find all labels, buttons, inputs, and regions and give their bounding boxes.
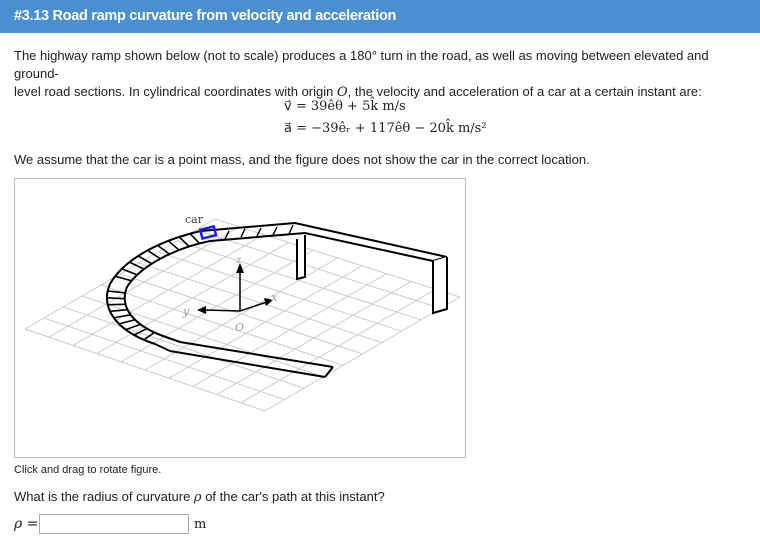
question-before: What is the radius of curvature bbox=[14, 489, 194, 504]
ramp-figure-canvas[interactable] bbox=[15, 179, 465, 457]
answer-label: ρ = bbox=[14, 516, 39, 532]
intro-line-2-before: level road sections. In cylindrical coordinates with origin bbox=[14, 84, 337, 99]
ground-grid bbox=[25, 219, 460, 411]
acceleration-equation: a⃗ = −39êᵣ + 117êθ − 20k̂ m/s² bbox=[284, 121, 487, 136]
intro-line-1: The highway ramp shown below (not to scale) produces a 180° turn in the road, as well as moving between elevated and ground- bbox=[14, 48, 709, 81]
question-after: of the car's path at this instant? bbox=[201, 489, 385, 504]
car-label: car bbox=[185, 213, 203, 226]
axis-x-label: x bbox=[271, 291, 278, 304]
question-text bbox=[14, 489, 385, 505]
axis-y-label: y bbox=[183, 305, 190, 318]
rho-symbol: ρ bbox=[193, 490, 202, 505]
axis-z-label: z bbox=[236, 255, 242, 266]
intro-line-2-after: , the velocity and acceleration of a car at a certain instant are: bbox=[347, 84, 702, 99]
problem-header bbox=[0, 0, 760, 33]
ramp-figure[interactable] bbox=[14, 178, 466, 458]
answer-row bbox=[14, 514, 314, 536]
origin-symbol: O bbox=[337, 85, 348, 100]
problem-title: #3.13 Road ramp curvature from velocity and acceleration bbox=[14, 8, 397, 24]
answer-unit: m bbox=[194, 517, 207, 532]
rotate-hint: Click and drag to rotate figure. bbox=[14, 464, 162, 476]
assumption-text: We assume that the car is a point mass, and the figure does not show the car in the correct location. bbox=[14, 152, 590, 167]
origin-label: O bbox=[235, 321, 245, 334]
problem-intro bbox=[14, 47, 744, 102]
radius-answer-input[interactable] bbox=[39, 514, 189, 534]
equation-block bbox=[284, 96, 487, 140]
velocity-equation: v⃗ = 39êθ + 5k̂ m/s bbox=[284, 99, 406, 114]
